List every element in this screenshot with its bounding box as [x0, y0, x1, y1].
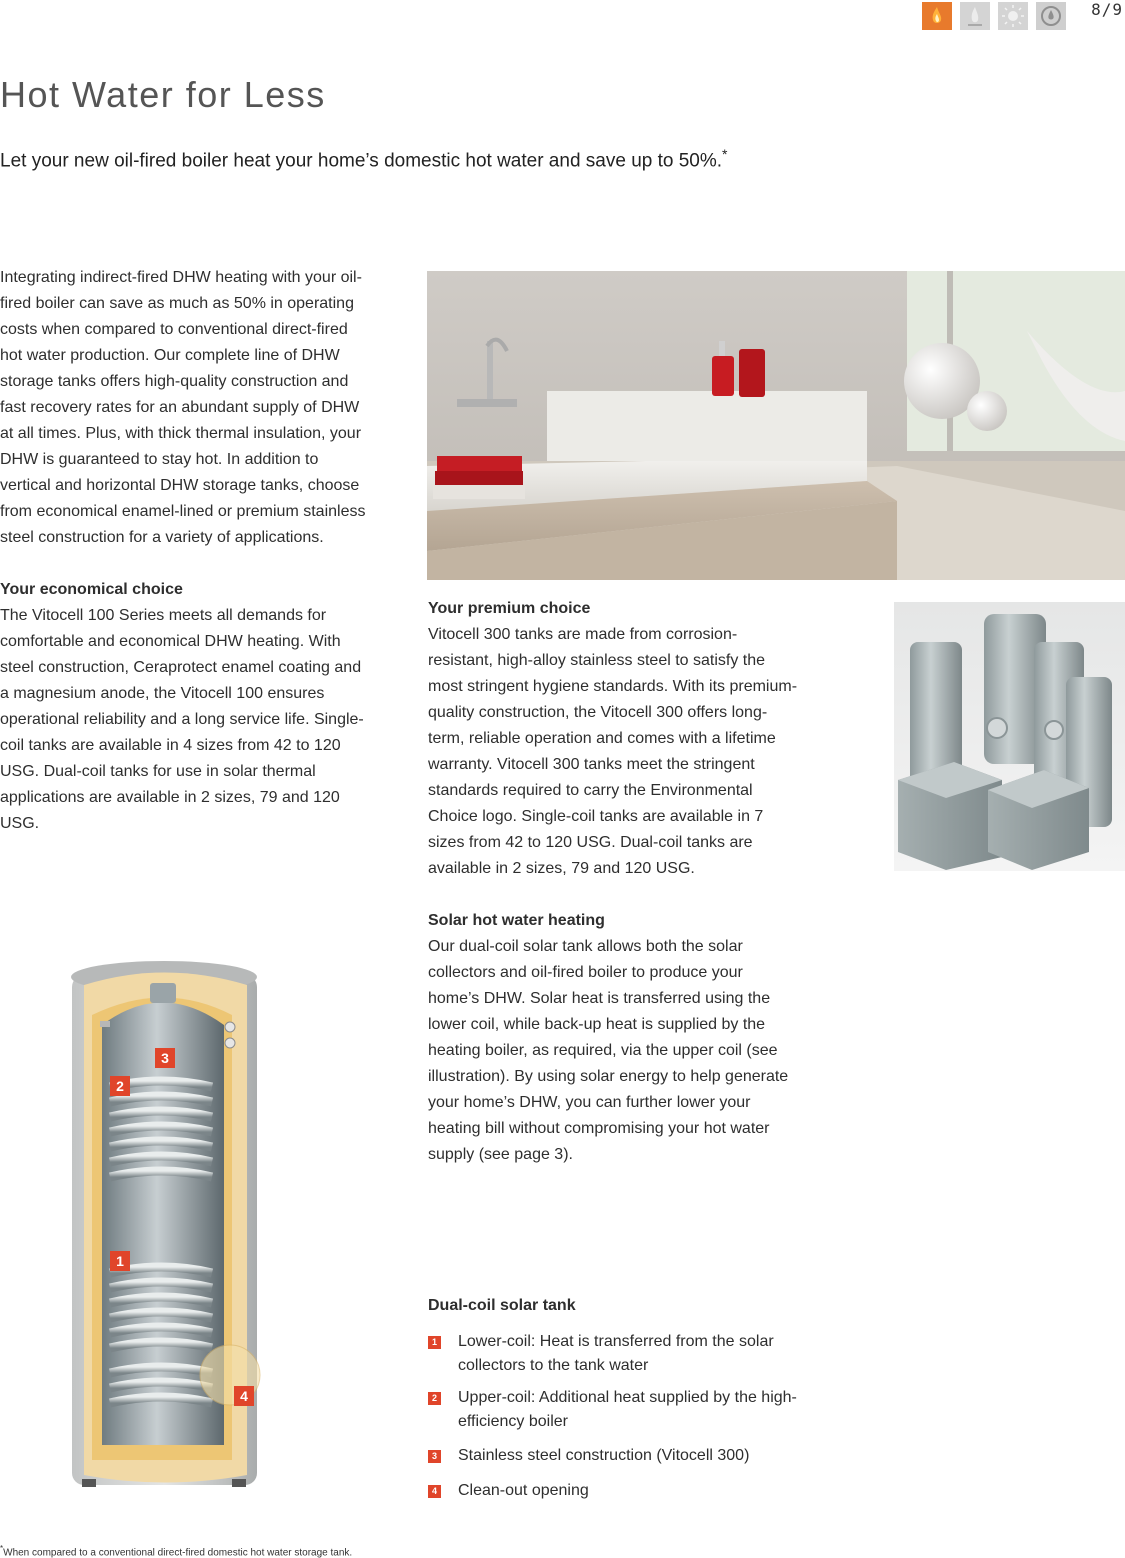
middle-column: [428, 596, 798, 1168]
legend-badge: 3: [428, 1450, 441, 1463]
legend-text: Lower-coil: Heat is transferred from the solar collectors to the tank water: [458, 1333, 774, 1374]
vitocell-tanks-photo: [894, 602, 1125, 871]
footnote-mark: *: [0, 1544, 4, 1553]
tank-label-1: 1: [110, 1251, 130, 1271]
intro-paragraph: Integrating indirect-fired DHW heating with your oil-fired boiler can save as much as 50% in operating costs when compared to conventional direct-fired hot water production. Our complete line of DHW storage tanks offers high-quality construction and fast recovery rates for an abundant supply of DHW at all times. Plus, with thick thermal insulation, your DHW is guaranteed to stay hot. In addition to vertical and horizontal DHW storage tanks, choose from economical enamel-lined or premium stainless steel construction for a variety of applications.: [0, 269, 366, 546]
legend-item: [428, 1479, 798, 1503]
footnote: [0, 1544, 352, 1558]
oil-flame-icon: [922, 2, 952, 30]
subtitle-footnote-mark: *: [722, 146, 728, 162]
page-subtitle: [0, 146, 728, 172]
legend-text: Upper-coil: Additional heat supplied by the high-efficiency boiler: [458, 1389, 797, 1430]
legend-item: [428, 1330, 798, 1378]
solar-paragraph: Our dual-coil solar tank allows both the solar collectors and oil-fired boiler to produce your home’s DHW. Solar heat is transferred using the lower coil, while back-up heat is supplied by the heating boiler, as required, via the upper coil (see illustration). By using solar energy to help generate your home’s DHW, you can further lower your heating bill without compromising your hot water supply (see page 3).: [428, 938, 789, 1163]
legend-text: Clean-out opening: [458, 1482, 589, 1499]
legend-item: [428, 1444, 798, 1468]
dual-coil-tank-illustration: [62, 955, 272, 1490]
gas-flame-icon: [960, 2, 990, 30]
tank-label-2: 2: [110, 1076, 130, 1096]
page-number: 8/9: [1091, 0, 1123, 19]
tank-label-4: 4: [234, 1386, 254, 1406]
bathroom-photo: [427, 271, 1125, 580]
premium-heading: Your premium choice: [428, 600, 591, 617]
subtitle-text: Let your new oil-fired boiler heat your home’s domestic hot water and save up to 50%.: [0, 150, 723, 172]
legend-heading: Dual-coil solar tank: [428, 1297, 576, 1314]
tank-label-3: 3: [155, 1048, 175, 1068]
legend-badge: 4: [428, 1485, 441, 1498]
economical-heading: Your economical choice: [0, 581, 183, 598]
page-title: Hot Water for Less: [0, 74, 326, 115]
premium-paragraph: Vitocell 300 tanks are made from corrosion-resistant, high-alloy stainless steel to satisfy the most stringent hygiene standards. With its premium-quality construction, the Vitocell 300 offers long-term, reliable operation and comes with a lifetime warranty. Vitocell 300 tanks meet the stringent standards required to carry the Environmental Choice logo. Single-coil tanks are available in 7 sizes from 42 to 120 USG. Dual-coil tanks are available in 2 sizes, 79 and 120 USG.: [428, 626, 798, 877]
economical-paragraph: The Vitocell 100 Series meets all demands for comfortable and economical DHW heating. With steel construction, Ceraprotect enamel coating and a magnesium anode, the Vitocell 100 ensures operational reliability and a long service life. Single-coil tanks are available in 4 sizes from 42 to 120 USG. Dual-coil tanks for use in solar thermal applications are available in 2 sizes, 79 and 120 USG.: [0, 607, 364, 832]
oil-drop-icon: [1036, 2, 1066, 30]
legend-item: [428, 1386, 798, 1434]
solar-sun-icon: [998, 2, 1028, 30]
legend-badge: 2: [428, 1392, 441, 1405]
solar-heading: Solar hot water heating: [428, 912, 605, 929]
footnote-text: When compared to a conventional direct-fired domestic hot water storage tank.: [3, 1547, 353, 1558]
left-column: [0, 265, 372, 837]
legend-text: Stainless steel construction (Vitocell 300): [458, 1447, 750, 1464]
legend-badge: 1: [428, 1336, 441, 1349]
